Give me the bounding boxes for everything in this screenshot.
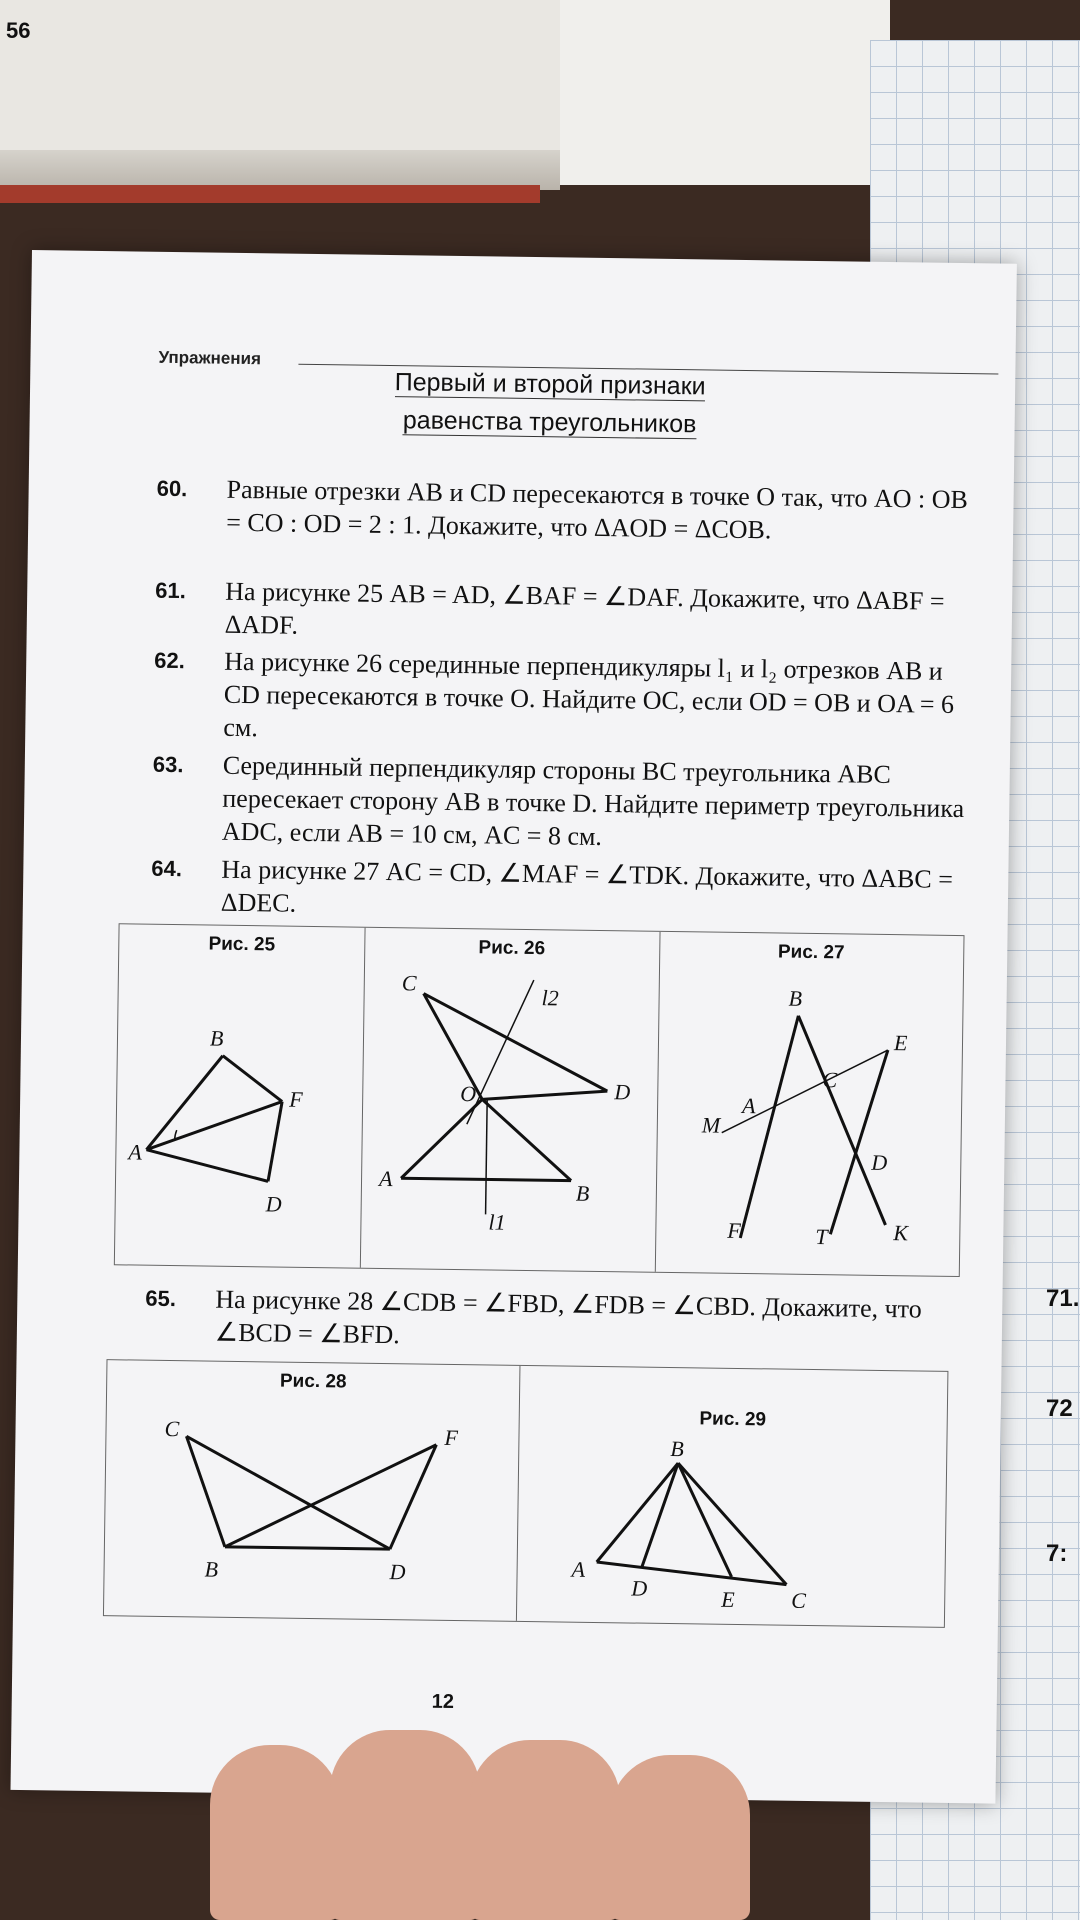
label-l1: l1 — [488, 1209, 506, 1235]
finger — [610, 1755, 750, 1920]
figure-title: Рис. 29 — [699, 1408, 767, 1431]
label-C: C — [822, 1067, 838, 1093]
segment-BE — [677, 1463, 734, 1577]
label-F: F — [727, 1217, 742, 1243]
figure-title: Рис. 25 — [208, 933, 276, 956]
textbook-page — [10, 250, 1016, 1804]
figure-28-drawing — [104, 1360, 520, 1621]
label-F: F — [288, 1086, 303, 1112]
line-l1 — [486, 1099, 488, 1214]
segment-BA — [597, 1462, 678, 1563]
segment-BD — [225, 1547, 390, 1549]
figure-29-drawing — [516, 1366, 948, 1627]
label-D: D — [631, 1575, 648, 1601]
figure-title: Рис. 28 — [279, 1370, 347, 1393]
line-BF — [740, 1015, 798, 1239]
label-K: K — [893, 1220, 909, 1246]
label-B: B — [209, 1025, 224, 1051]
label-A: A — [378, 1165, 393, 1192]
label-E: E — [893, 1030, 908, 1056]
line-ME — [722, 1048, 888, 1135]
side-label-72: 72 — [1046, 1395, 1073, 1422]
section-header: Упражнения — [158, 347, 262, 369]
segment-CD — [185, 1436, 392, 1549]
book-spine — [0, 150, 560, 190]
label-O: O — [460, 1081, 477, 1107]
exercise-text: Серединный перпендикуляр стороны BC треугольника ABC пересекает сторону AB в точке D. Найдите периметр треугольника ADC, если AB = 10 см, AC = 8 см. — [221, 750, 965, 852]
segment-OD — [482, 1089, 607, 1101]
label-l2: l2 — [541, 985, 559, 1011]
figure-title: Рис. 27 — [777, 941, 845, 964]
figure-row-25-27 — [114, 923, 965, 1277]
side-label-71: 71. — [1046, 1285, 1080, 1312]
label-E: E — [721, 1586, 735, 1612]
topic-title — [379, 363, 720, 444]
segment-AC — [596, 1562, 786, 1585]
label-C: C — [164, 1415, 180, 1442]
label-A: A — [741, 1092, 756, 1119]
label-B: B — [204, 1556, 219, 1582]
label-M: M — [701, 1112, 721, 1138]
exercise-number: 63. — [152, 751, 184, 778]
exercise-text: На рисунке 26 серединные перпендикуляры l₁ и l₂ отрезков AB и CD пересекаются в точке O. Найдите OC, если OD = OB и OA = 6 см. — [223, 646, 955, 743]
background-book — [0, 0, 560, 175]
segment-BF — [225, 1442, 436, 1550]
figure-27 — [655, 932, 964, 1276]
figure-27-drawing — [655, 932, 964, 1276]
exercise-65 — [145, 1282, 976, 1350]
figure-26-drawing — [360, 928, 660, 1272]
exercise-61 — [155, 574, 985, 640]
finger — [470, 1740, 620, 1920]
segment-DF — [390, 1444, 436, 1550]
label-F: F — [444, 1424, 459, 1451]
topic-line-2: равенства треугольников — [402, 406, 697, 439]
label-D: D — [265, 1191, 282, 1217]
exercise-number: 61. — [155, 577, 187, 604]
exercise-number: 65. — [145, 1285, 177, 1312]
figure-row-28-29 — [103, 1359, 949, 1628]
book-cover-edge — [0, 185, 540, 203]
figure-29 — [516, 1366, 948, 1627]
segment-OB — [481, 1099, 572, 1180]
label-A: A — [128, 1139, 143, 1165]
label-D: D — [614, 1079, 631, 1105]
exercise-text: На рисунке 27 AC = CD, ∠MAF = ∠TDK. Докажите, что ΔABC = ΔDEC. — [220, 854, 954, 918]
figure-title: Рис. 26 — [478, 937, 546, 960]
exercise-60 — [156, 472, 987, 545]
exercise-number: 64. — [151, 855, 183, 882]
figure-25 — [115, 924, 366, 1267]
segment-BD — [642, 1463, 678, 1568]
label-D: D — [871, 1149, 888, 1176]
label-D: D — [389, 1559, 406, 1585]
background-book-right — [560, 0, 890, 185]
label-B: B — [788, 985, 803, 1011]
figure-28 — [104, 1360, 521, 1621]
label-B: B — [575, 1180, 590, 1206]
exercise-number: 62. — [154, 647, 186, 674]
segment-BF — [222, 1056, 283, 1102]
line-l2 — [467, 979, 534, 1125]
exercise-text: Равные отрезки AB и CD пересекаются в точке O так, что AO : OB = CO : OD = 2 : 1. Докажите, что ΔAOD = ΔCOB. — [226, 474, 969, 545]
topic-line-1: Первый и второй признаки — [394, 368, 706, 401]
exercise-text: На рисунке 28 ∠CDB = ∠FBD, ∠FDB = ∠CBD. Докажите, что ∠BCD = ∠BFD. — [214, 1284, 922, 1350]
segment-AO — [401, 1098, 482, 1179]
label-C: C — [791, 1587, 807, 1613]
segment-DA — [146, 1150, 268, 1182]
side-label-73: 7: — [1046, 1540, 1068, 1567]
page-number: 12 — [431, 1690, 455, 1714]
finger — [210, 1745, 340, 1920]
exercise-text: На рисунке 25 AB = AD, ∠BAF = ∠DAF. Докажите, что ΔABF = ΔADF. — [224, 576, 945, 640]
figure-26 — [360, 928, 661, 1272]
figure-25-drawing — [115, 924, 365, 1267]
exercise-number: 60. — [156, 475, 188, 502]
label-C: C — [401, 970, 417, 996]
segment-CB — [185, 1436, 227, 1547]
segment-BC — [676, 1463, 788, 1585]
segment-FD — [268, 1101, 282, 1181]
background-page-number: 56 — [6, 18, 31, 43]
label-T: T — [815, 1224, 828, 1250]
finger — [330, 1730, 480, 1920]
label-A: A — [571, 1556, 586, 1582]
label-B: B — [670, 1436, 684, 1462]
